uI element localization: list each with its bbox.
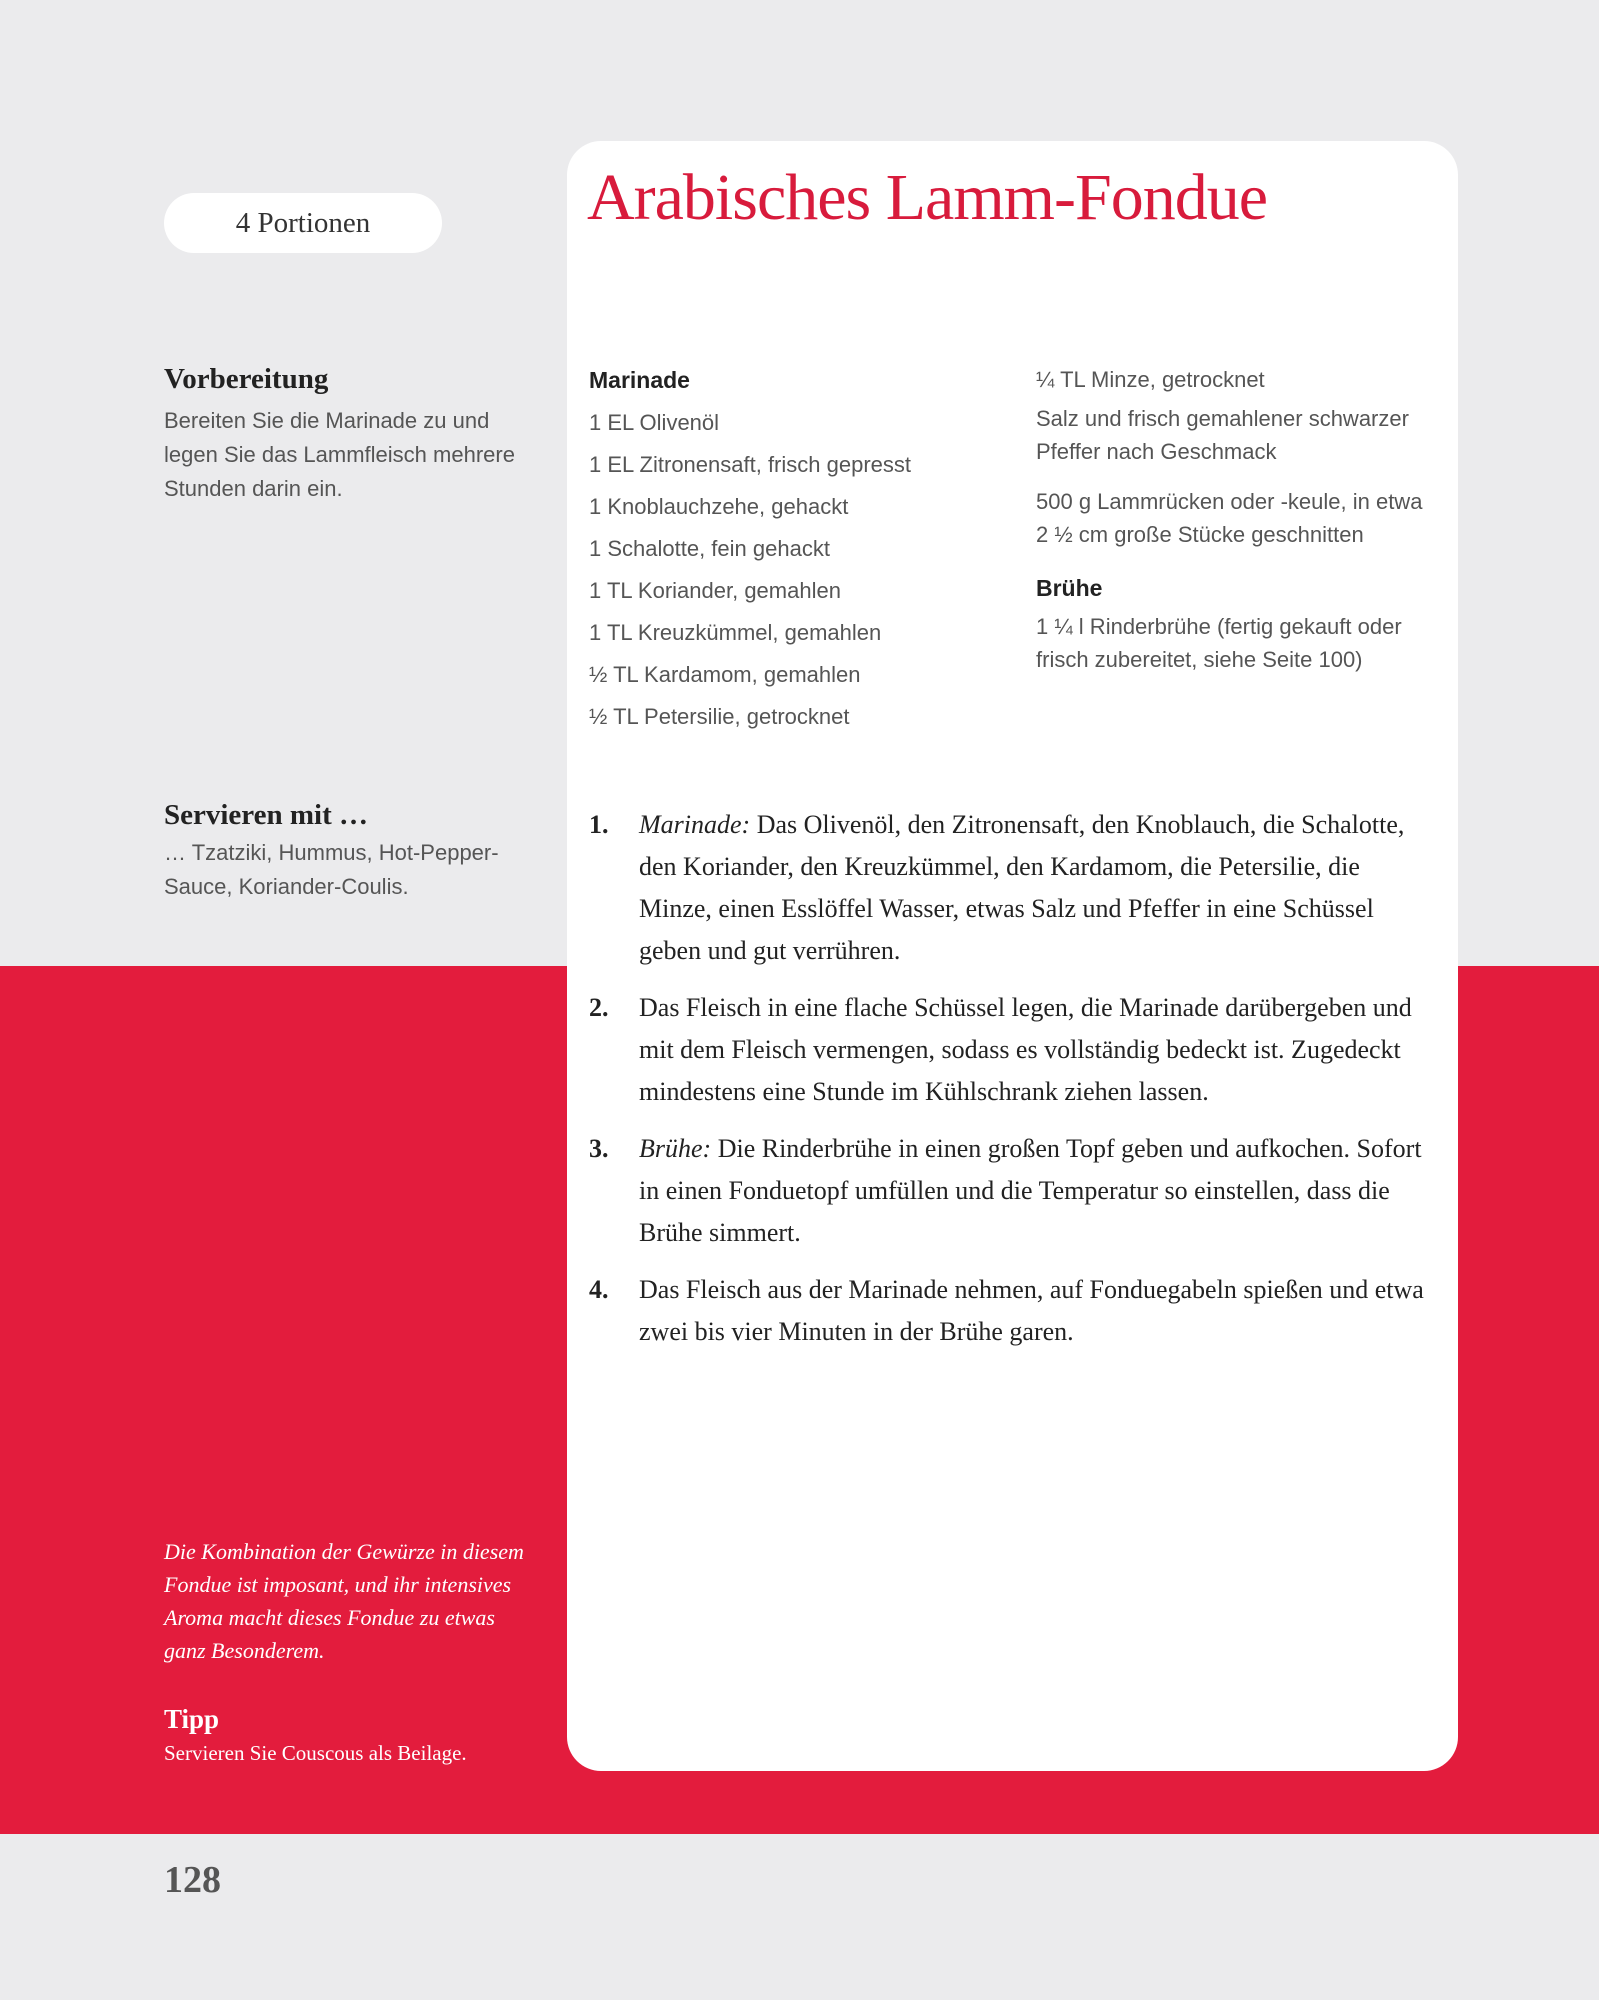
page-number: 128 [164, 1859, 221, 1901]
ingredient-item: 1 TL Koriander, gemahlen [589, 578, 841, 603]
step-number: 2. [589, 993, 609, 1022]
serve-with-heading: Servieren mit … [164, 799, 369, 831]
recipe-title: Arabisches Lamm-Fondue [587, 161, 1267, 234]
tip-text: Servieren Sie Couscous als Beilage. [164, 1741, 467, 1765]
step-lead: Brühe: [639, 1134, 712, 1163]
ingredient-item: ½ TL Petersilie, getrocknet [589, 704, 850, 729]
step-item [589, 1269, 1439, 1353]
ingredient-item: Salz und frisch gemahlener schwarzer Pfeffer nach Geschmack [1036, 406, 1409, 464]
tip-heading: Tipp [164, 1704, 220, 1734]
marinade-heading: Marinade [589, 367, 690, 393]
step-text: Das Olivenöl, den Zitronensaft, den Knoblauch, die Schalotte, den Koriander, den Kreuzkümmel, den Kardamom, die Petersilie, die Minze, einen Esslöffel Wasser, etwas Salz und Pfeffer in eine Schüssel geben und gut verrühren. [639, 810, 1405, 965]
step-number: 3. [589, 1134, 609, 1163]
step-text: Die Rinderbrühe in einen großen Topf geben und aufkochen. Sofort in einen Fonduetopf umfüllen und die Temperatur so einstellen, dass die Brühe simmert. [639, 1134, 1422, 1247]
intro-quote: Die Kombination der Gewürze in diesem Fondue ist imposant, und ihr intensives Aroma macht dieses Fondue zu etwas ganz Besonderem. [164, 1539, 524, 1663]
step-text: Das Fleisch aus der Marinade nehmen, auf Fonduegabeln spießen und etwa zwei bis vier Minuten in der Brühe garen. [639, 1275, 1424, 1346]
preparation-text: Bereiten Sie die Marinade zu und legen Sie das Lammfleisch mehrere Stunden darin ein. [164, 408, 515, 501]
ingredient-item: ½ TL Kardamom, gemahlen [589, 662, 861, 687]
ingredient-item: 500 g Lammrücken oder -keule, in etwa 2 ½ cm große Stücke geschnitten [1036, 489, 1423, 547]
step-number: 4. [589, 1275, 609, 1304]
step-lead: Marinade: [639, 810, 751, 839]
ingredients-column-left [589, 360, 1009, 738]
ingredient-item: 1 TL Kreuzkümmel, gemahlen [589, 620, 882, 645]
instruction-steps [589, 804, 1439, 1368]
step-item [589, 987, 1439, 1113]
servings-badge: 4 Portionen [164, 193, 442, 253]
step-item [589, 1128, 1439, 1254]
step-item [589, 804, 1439, 972]
serve-with-text: … Tzatziki, Hummus, Hot-Pepper-Sauce, Koriander-Coulis. [164, 840, 499, 899]
ingredient-item: 1 ¼ l Rinderbrühe (fertig gekauft oder frisch zubereitet, siehe Seite 100) [1036, 614, 1402, 672]
ingredient-item: 1 EL Olivenöl [589, 410, 720, 435]
ingredients-column-right [1036, 360, 1436, 693]
step-number: 1. [589, 810, 609, 839]
preparation-heading: Vorbereitung [164, 363, 329, 395]
ingredient-item: ¼ TL Minze, getrocknet [1036, 367, 1265, 392]
ingredient-item: 1 EL Zitronensaft, frisch gepresst [589, 452, 911, 477]
ingredient-item: 1 Schalotte, fein gehackt [589, 536, 830, 561]
step-text: Das Fleisch in eine flache Schüssel legen, die Marinade darübergeben und mit dem Fleisch vermengen, sodass es vollständig bedeckt ist. Zugedeckt mindestens eine Stunde im Kühlschrank ziehen lassen. [639, 993, 1412, 1106]
ingredient-item: 1 Knoblauchzehe, gehackt [589, 494, 849, 519]
broth-heading: Brühe [1036, 575, 1103, 601]
